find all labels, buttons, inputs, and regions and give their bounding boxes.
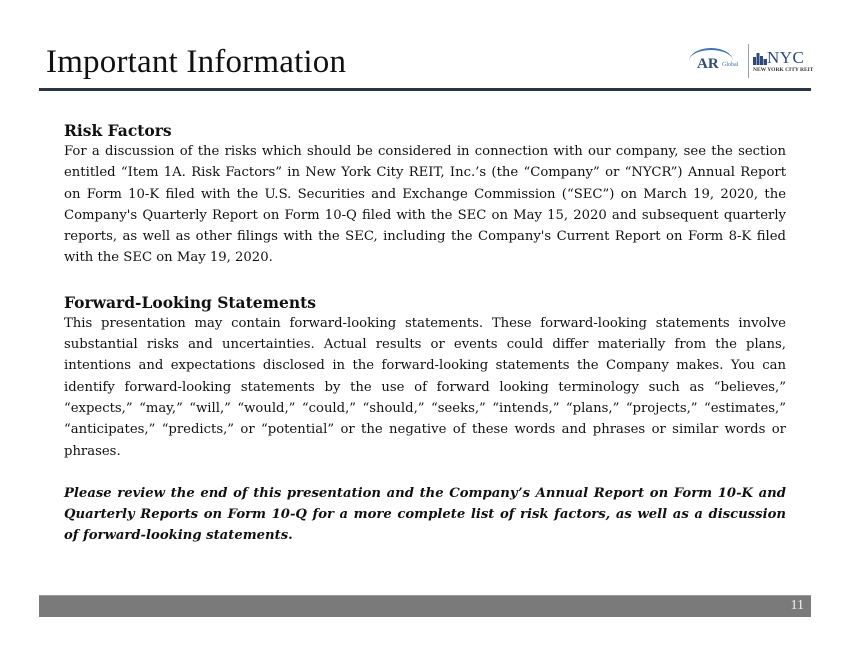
- footer-bar: [39, 595, 811, 617]
- main-content: [64, 121, 786, 547]
- page-title: Important Information: [46, 44, 347, 80]
- company-logo: [685, 44, 815, 80]
- nyc-logo-text: NYC: [767, 48, 805, 67]
- review-note: Please review the end of this presentation and the Company’s Annual Report on Form 10-K and Quarterly Reports on Form 10-Q for a more complete list of risk factors, as well as a discussion of forward-looking statements.: [64, 485, 786, 544]
- ar-logo-text: AR: [697, 56, 719, 72]
- risk-factors-section: [64, 121, 786, 269]
- section-body: For a discussion of the risks which should be considered in connection with our company, see the section entitled “Item 1A. Risk Factors” in New York City REIT, Inc.’s (the “Company” or “NYCR”) Annual Report on Form 10-K filed with the U.S. Securities and Exchange Commission (“SEC”) on March 19, 2020, the Company's Quarterly Report on Form 10-Q filed with the SEC on May 15, 2020 and subsequent quarterly reports, as well as other filings with the SEC, including the Company's Current Report on Form 8-K filed with the SEC on May 19, 2020.: [64, 144, 786, 266]
- page-number: 11: [790, 598, 804, 613]
- section-heading: Forward-Looking Statements: [64, 292, 317, 312]
- section-heading: Risk Factors: [64, 121, 172, 140]
- logo-divider: [748, 44, 749, 78]
- ar-logo-subtext: Global: [722, 62, 739, 68]
- nyc-skyline-icon: [753, 52, 767, 65]
- forward-looking-section: [64, 293, 786, 462]
- nyc-logo-subtext: NEW YORK CITY REIT: [753, 67, 814, 73]
- title-underline: [39, 88, 811, 91]
- section-body: This presentation may contain forward-looking statements. These forward-looking statements involve substantial risks and uncertainties. Actual results or events could differ materially from the plans, intentions and expectations disclosed in the forward-looking statements the Company makes. You can identify forward-looking statements by the use of forward looking terminology such as “believes,” “expects,” “may,” “will,” “would,” “could,” “should,” “seeks,” “intends,” “plans,” “projects,” “estimates,” “anticipates,” “predicts,” or “potential” or the negative of these words and phrases or similar words or phrases.: [64, 315, 786, 459]
